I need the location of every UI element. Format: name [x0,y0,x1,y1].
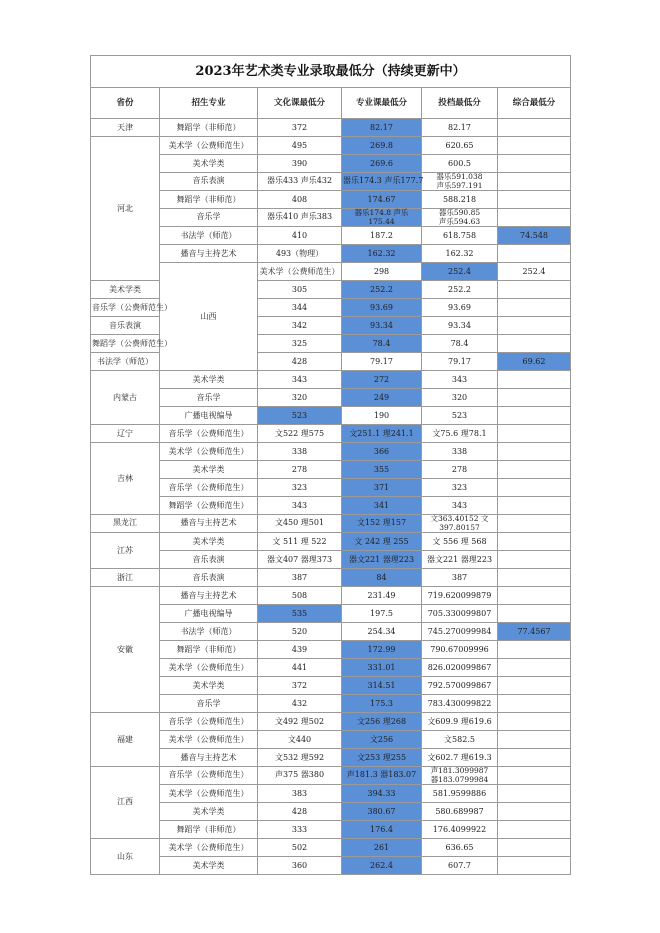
culture-cell: 387 [258,569,342,587]
zonghe-cell: 74.548 [498,227,571,245]
pro-cell: 261 [342,839,422,857]
culture-cell: 343 [258,371,342,389]
province-cell: 福建 [91,713,160,767]
toudang-cell: 252.4 [498,263,571,281]
toudang-cell: 790.67009996 [422,641,498,659]
toudang-cell: 792.570099867 [422,677,498,695]
major-cell: 广播电视编导 [160,605,258,623]
major-cell: 音乐学（公费师范生） [160,425,258,443]
table-row [91,713,571,731]
toudang-cell: 636.65 [422,839,498,857]
zonghe-cell [498,731,571,749]
major-cell: 书法学（师范） [160,623,258,641]
culture-cell: 器乐433 声乐432 [258,173,342,191]
pro-cell: 371 [342,479,422,497]
toudang-cell: 文 556 理 568 [422,533,498,551]
zonghe-cell [498,533,571,551]
major-cell: 播音与主持艺术 [160,749,258,767]
header-row [91,88,571,119]
table-row [91,569,571,587]
province-cell: 吉林 [91,443,160,515]
toudang-cell: 705.330099807 [422,605,498,623]
culture-cell: 344 [258,299,342,317]
toudang-cell: 338 [422,443,498,461]
major-cell: 舞蹈学（非师范） [160,119,258,137]
culture-cell: 文532 理592 [258,749,342,767]
major-cell: 舞蹈学（公费师范生） [91,335,160,353]
pro-cell: 341 [342,497,422,515]
pro-cell: 269.6 [342,155,422,173]
toudang-cell: 82.17 [422,119,498,137]
culture-cell: 428 [258,803,342,821]
pro-cell: 文 242 理 255 [342,533,422,551]
major-cell: 美术学（公费师范生） [160,443,258,461]
culture-cell: 338 [258,443,342,461]
toudang-cell: 文609.9 理619.6 [422,713,498,731]
toudang-cell: 278 [422,461,498,479]
toudang-cell: 600.5 [422,155,498,173]
culture-cell: 文522 理575 [258,425,342,443]
province-cell: 山西 [160,263,258,371]
pro-line: 器乐174.8 声乐 [354,208,409,217]
table-row [91,515,571,533]
pro-cell: 249 [342,389,422,407]
pro-cell: 262.4 [342,857,422,875]
table-row [91,587,571,605]
culture-cell: 408 [258,191,342,209]
pro-cell: 器乐174.3 声乐177.7 [342,173,422,191]
table-row [91,425,571,443]
culture-cell: 372 [258,119,342,137]
culture-cell: 320 [258,389,342,407]
culture-cell: 502 [258,839,342,857]
major-cell: 美术学类 [160,857,258,875]
major-cell: 音乐学（公费师范生） [91,299,160,317]
pro-cell: 79.17 [342,353,422,371]
culture-cell: 493（物理） [258,245,342,263]
toudang-line: 声181.3099987 [430,766,489,775]
pro-cell: 252.4 [422,263,498,281]
major-cell: 音乐学（公费师范生） [160,767,258,785]
pro-cell: 文152 理157 [342,515,422,533]
table-row [91,407,571,425]
province-cell: 河北 [91,137,160,281]
culture-cell: 372 [258,677,342,695]
culture-cell: 声375 器380 [258,767,342,785]
major-cell: 播音与主持艺术 [160,587,258,605]
table-row [91,479,571,497]
zonghe-cell [498,605,571,623]
zonghe-cell [498,299,571,317]
table-row [91,227,571,245]
culture-cell: 383 [258,785,342,803]
major-cell: 美术学类 [160,155,258,173]
table-row [91,551,571,569]
toudang-cell: 323 [422,479,498,497]
toudang-cell: 783.430099822 [422,695,498,713]
table-row [91,641,571,659]
table-row [91,209,571,227]
toudang-cell: 252.2 [422,281,498,299]
zonghe-cell [498,695,571,713]
toudang-cell: 745.270099984 [422,623,498,641]
table-row [91,389,571,407]
culture-cell: 298 [342,263,422,281]
pro-cell: 文251.1 理241.1 [342,425,422,443]
pro-cell: 78.4 [342,335,422,353]
major-cell: 美术学（公费师范生） [160,137,258,155]
pro-cell: 器文221 器理223 [342,551,422,569]
toudang-cell: 文602.7 理619.3 [422,749,498,767]
major-cell: 广播电视编导 [160,407,258,425]
zonghe-cell [498,191,571,209]
province-cell: 江西 [91,767,160,839]
culture-cell: 495 [258,137,342,155]
pro-cell: 355 [342,461,422,479]
culture-cell: 文492 理502 [258,713,342,731]
province-cell: 辽宁 [91,425,160,443]
toudang-cell: 826.020099867 [422,659,498,677]
culture-cell: 520 [258,623,342,641]
major-cell: 舞蹈学（非师范） [160,641,258,659]
toudang-cell: 719.620099879 [422,587,498,605]
pro-cell: 93.34 [342,317,422,335]
toudang-cell: 387 [422,569,498,587]
major-cell: 音乐表演 [160,173,258,191]
toudang-cell: 620.65 [422,137,498,155]
province-cell: 黑龙江 [91,515,160,533]
culture-cell: 360 [258,857,342,875]
culture-cell: 441 [258,659,342,677]
toudang-cell: 文582.5 [422,731,498,749]
toudang-cell: 93.34 [422,317,498,335]
toudang-line: 器183.0799984 [430,774,489,784]
toudang-line: 声乐594.63 [438,216,481,226]
table-row [91,461,571,479]
zonghe-cell [498,407,571,425]
zonghe-cell [498,443,571,461]
zonghe-cell: 69.62 [498,353,571,371]
pro-cell [342,209,422,227]
pro-cell: 272 [342,371,422,389]
toudang-cell: 79.17 [422,353,498,371]
toudang-line: 文363.40152 文 [430,514,489,523]
pro-cell: 82.17 [342,119,422,137]
table-row [91,191,571,209]
pro-cell: 172.99 [342,641,422,659]
major-cell: 美术学（公费师范生） [160,839,258,857]
zonghe-cell [498,137,571,155]
major-cell: 音乐学 [160,389,258,407]
toudang-line: 397.80157 [439,522,480,532]
score-table [90,55,571,875]
culture-cell: 333 [258,821,342,839]
major-cell: 音乐表演 [160,569,258,587]
culture-cell: 390 [258,155,342,173]
table-row [91,857,571,875]
major-cell: 书法学（师范） [91,353,160,371]
culture-cell: 325 [258,335,342,353]
table-row [91,173,571,191]
zonghe-cell [498,173,571,191]
score-sheet [90,55,570,875]
table-row [91,749,571,767]
province-cell: 安徽 [91,587,160,713]
culture-cell: 410 [258,227,342,245]
table-row [91,839,571,857]
table-row [91,263,571,281]
culture-cell: 439 [258,641,342,659]
pro-cell: 190 [342,407,422,425]
table-row [91,659,571,677]
zonghe-cell [498,245,571,263]
zonghe-cell [498,371,571,389]
toudang-cell: 176.4099922 [422,821,498,839]
toudang-cell: 580.689987 [422,803,498,821]
zonghe-cell [498,857,571,875]
zonghe-cell [498,281,571,299]
pro-cell: 93.69 [342,299,422,317]
table-row [91,119,571,137]
major-cell: 美术学类 [91,281,160,299]
culture-cell: 文450 理501 [258,515,342,533]
culture-cell: 305 [258,281,342,299]
major-cell: 美术学类 [160,461,258,479]
culture-cell: 508 [258,587,342,605]
zonghe-cell [498,515,571,533]
province-cell: 内蒙古 [91,371,160,425]
table-row [91,497,571,515]
toudang-line: 器乐590.85 [438,208,481,217]
zonghe-cell: 77.4567 [498,623,571,641]
header-province: 省份 [91,88,160,119]
major-cell: 书法学（师范） [160,227,258,245]
zonghe-cell [498,497,571,515]
culture-cell: 343 [258,497,342,515]
toudang-cell: 618.758 [422,227,498,245]
table-row [91,695,571,713]
culture-cell: 器乐410 声乐383 [258,209,342,227]
table-row [91,677,571,695]
culture-cell: 323 [258,479,342,497]
major-cell: 舞蹈学（非师范） [160,821,258,839]
province-cell: 江苏 [91,533,160,569]
toudang-cell: 93.69 [422,299,498,317]
pro-cell: 231.49 [342,587,422,605]
pro-cell: 254.34 [342,623,422,641]
zonghe-cell [498,551,571,569]
table-row [91,785,571,803]
toudang-cell: 162.32 [422,245,498,263]
pro-cell: 162.32 [342,245,422,263]
major-cell: 音乐学（公费师范生） [160,713,258,731]
major-cell: 美术学（公费师范生） [160,731,258,749]
header-major: 招生专业 [160,88,258,119]
major-cell: 音乐学（公费师范生） [160,479,258,497]
zonghe-cell [498,155,571,173]
zonghe-cell [498,119,571,137]
pro-cell: 197.5 [342,605,422,623]
culture-cell: 428 [258,353,342,371]
toudang-cell [422,209,498,227]
culture-cell: 器文407 器理373 [258,551,342,569]
pro-cell: 声181.3 器183.07 [342,767,422,785]
pro-cell: 175.3 [342,695,422,713]
pro-line: 175.44 [368,216,395,226]
table-row [91,821,571,839]
zonghe-cell [498,209,571,227]
culture-cell: 432 [258,695,342,713]
header-pro-score: 专业课最低分 [342,88,422,119]
zonghe-cell [498,749,571,767]
zonghe-cell [498,461,571,479]
table-title: 2023年艺术类专业录取最低分（持续更新中） [91,56,571,88]
table-row [91,443,571,461]
major-cell: 美术学类 [160,533,258,551]
toudang-cell [422,767,498,785]
zonghe-cell [498,479,571,497]
toudang-line: 器乐591.038 [436,172,483,181]
pro-cell: 366 [342,443,422,461]
toudang-cell [422,515,498,533]
pro-cell: 394.33 [342,785,422,803]
major-cell: 美术学（公费师范生） [258,263,342,281]
province-cell: 山东 [91,839,160,875]
toudang-cell: 343 [422,497,498,515]
province-cell: 天津 [91,119,160,137]
header-toudang-score: 投档最低分 [422,88,498,119]
table-row [91,245,571,263]
zonghe-cell [498,785,571,803]
pro-cell: 331.01 [342,659,422,677]
toudang-cell: 320 [422,389,498,407]
toudang-cell: 343 [422,371,498,389]
pro-cell: 314.51 [342,677,422,695]
pro-cell: 176.4 [342,821,422,839]
pro-cell: 84 [342,569,422,587]
major-cell: 美术学类 [160,803,258,821]
culture-cell: 535 [258,605,342,623]
zonghe-cell [498,821,571,839]
major-cell: 音乐表演 [91,317,160,335]
major-cell: 音乐学 [160,209,258,227]
major-cell: 美术学（公费师范生） [160,785,258,803]
toudang-cell: 581.9599886 [422,785,498,803]
zonghe-cell [498,677,571,695]
table-row [91,605,571,623]
table-row [91,137,571,155]
culture-cell: 文 511 理 522 [258,533,342,551]
culture-cell: 342 [258,317,342,335]
zonghe-cell [498,389,571,407]
pro-cell: 269.8 [342,137,422,155]
major-cell: 舞蹈学（非师范） [160,191,258,209]
zonghe-cell [498,335,571,353]
zonghe-cell [498,569,571,587]
table-row [91,731,571,749]
toudang-cell: 器文221 器理223 [422,551,498,569]
toudang-cell [422,173,498,191]
table-row [91,623,571,641]
zonghe-cell [498,587,571,605]
major-cell: 播音与主持艺术 [160,515,258,533]
zonghe-cell [498,317,571,335]
table-row [91,371,571,389]
zonghe-cell [498,803,571,821]
pro-cell: 文256 理268 [342,713,422,731]
toudang-cell: 文75.6 理78.1 [422,425,498,443]
header-culture-score: 文化课最低分 [258,88,342,119]
zonghe-cell [498,713,571,731]
major-cell: 播音与主持艺术 [160,245,258,263]
toudang-cell: 523 [422,407,498,425]
major-cell: 美术学类 [160,677,258,695]
zonghe-cell [498,641,571,659]
toudang-line: 声乐597.191 [436,180,483,190]
zonghe-cell [498,767,571,785]
culture-cell: 278 [258,461,342,479]
culture-cell: 文440 [258,731,342,749]
culture-cell: 523 [258,407,342,425]
table-row [91,767,571,785]
table-row [91,155,571,173]
toudang-cell: 607.7 [422,857,498,875]
toudang-cell: 588.218 [422,191,498,209]
major-cell: 美术学（公费师范生） [160,659,258,677]
major-cell: 舞蹈学（公费师范生） [160,497,258,515]
pro-cell: 252.2 [342,281,422,299]
zonghe-cell [498,659,571,677]
pro-cell: 文253 理255 [342,749,422,767]
toudang-cell: 78.4 [422,335,498,353]
province-cell: 浙江 [91,569,160,587]
table-row [91,533,571,551]
table-row [91,803,571,821]
zonghe-cell [498,839,571,857]
header-zonghe-score: 综合最低分 [498,88,571,119]
major-cell: 美术学类 [160,371,258,389]
zonghe-cell [498,425,571,443]
major-cell: 音乐学 [160,695,258,713]
major-cell: 音乐表演 [160,551,258,569]
pro-cell: 187.2 [342,227,422,245]
pro-cell: 文256 [342,731,422,749]
pro-cell: 380.67 [342,803,422,821]
pro-cell: 174.67 [342,191,422,209]
